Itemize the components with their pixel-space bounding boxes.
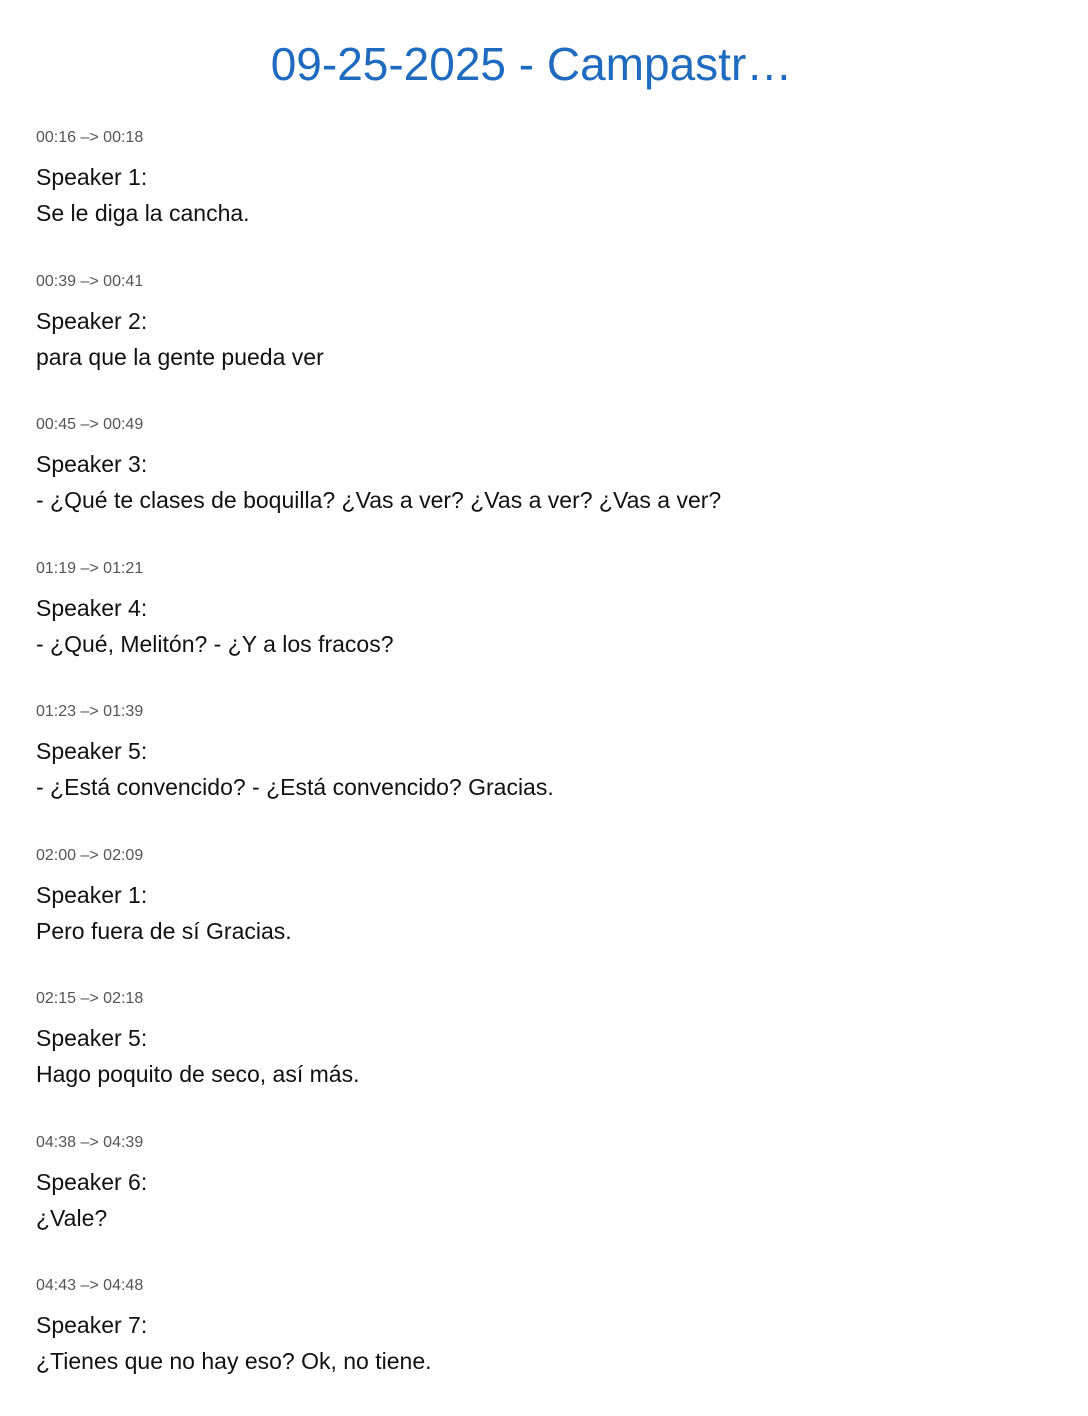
transcript-entry [36, 411, 1056, 555]
entry-text: - ¿Qué te clases de boquilla? ¿Vas a ver? ¿Vas a ver? ¿Vas a ver? [36, 487, 722, 513]
entry-timestamp: 01:19 –> 01:21 [36, 559, 144, 577]
entry-text: para que la gente pueda ver [36, 343, 324, 370]
entry-speaker: Speaker 5: [36, 738, 148, 764]
transcript-entry [36, 555, 1056, 699]
entry-speaker: Speaker 7: [36, 1312, 148, 1338]
entry-timestamp: 04:38 –> 04:39 [36, 1133, 144, 1151]
entry-text: ¿Tienes que no hay eso? Ok, no tiene. [36, 1348, 432, 1374]
transcript-list [36, 124, 1056, 1416]
entry-timestamp: 04:43 –> 04:48 [36, 1277, 144, 1294]
entry-timestamp: 02:15 –> 02:18 [36, 990, 144, 1007]
entry-timestamp: 02:00 –> 02:09 [36, 846, 144, 864]
entry-text: - ¿Está convencido? - ¿Está convencido? Gracias. [36, 774, 554, 800]
entry-text: Hago poquito de seco, así más. [36, 1061, 360, 1087]
entry-speaker: Speaker 3: [36, 451, 148, 477]
entry-timestamp: 00:16 –> 00:18 [36, 129, 144, 146]
entry-speaker: Speaker 6: [36, 1168, 148, 1195]
entry-text: ¿Vale? [36, 1204, 108, 1231]
transcript-entry [36, 698, 1056, 842]
transcript-entry [36, 1272, 1056, 1416]
transcript-entry [36, 124, 1056, 268]
entry-speaker: Speaker 4: [36, 594, 148, 621]
page-title: 09-25-2025 - Campastr… [270, 38, 793, 90]
entry-speaker: Speaker 5: [36, 1025, 148, 1051]
entry-timestamp: 01:23 –> 01:39 [36, 703, 144, 720]
entry-timestamp: 00:45 –> 00:49 [36, 416, 144, 433]
transcript-entry [36, 1129, 1056, 1273]
entry-text: Se le diga la cancha. [36, 200, 250, 226]
entry-text: Pero fuera de sí Gracias. [36, 917, 292, 944]
entry-text: - ¿Qué, Melitón? - ¿Y a los fracos? [36, 630, 394, 657]
entry-speaker: Speaker 2: [36, 307, 148, 334]
transcript-entry [36, 985, 1056, 1129]
entry-speaker: Speaker 1: [36, 881, 148, 908]
entry-speaker: Speaker 1: [36, 164, 148, 190]
entry-timestamp: 00:39 –> 00:41 [36, 272, 144, 290]
transcript-entry [36, 842, 1056, 986]
transcript-entry [36, 268, 1056, 412]
